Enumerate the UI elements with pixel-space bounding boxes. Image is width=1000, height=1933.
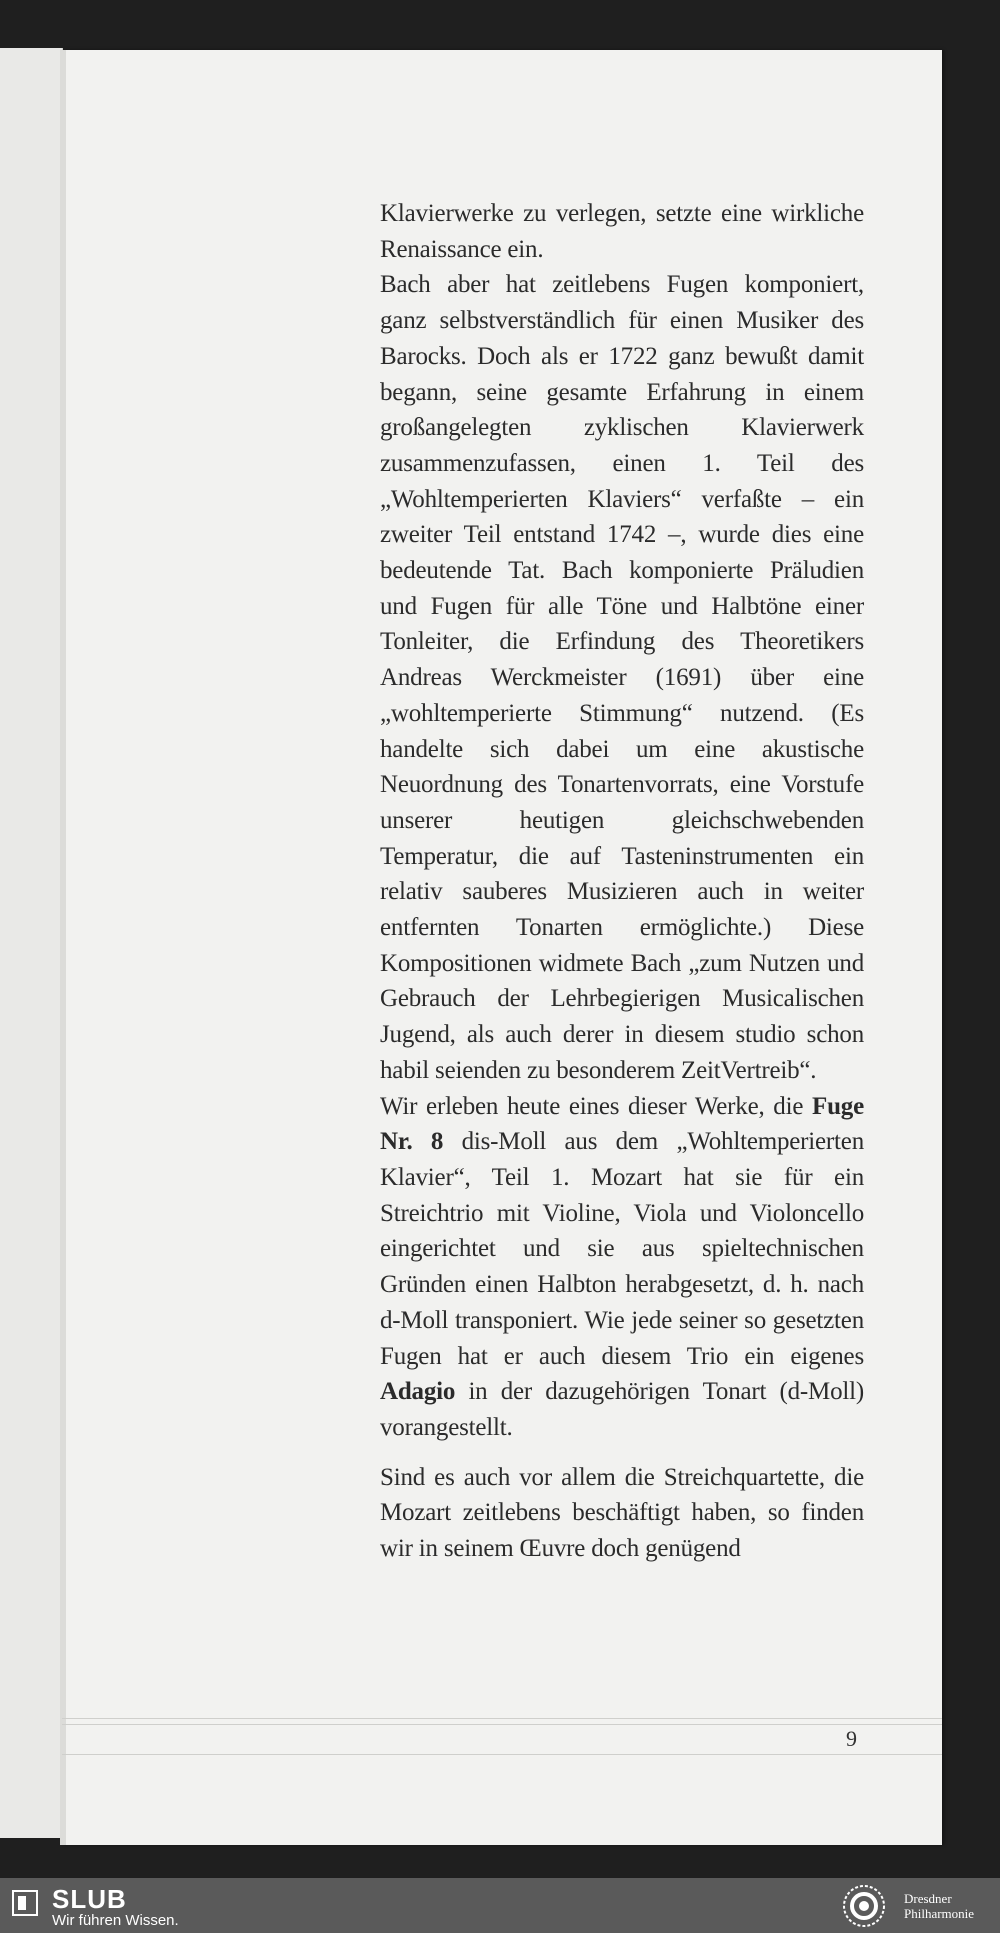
paragraph-1: Klavierwerke zu verlegen, setzte eine wirkliche Renaissance ein. bbox=[380, 200, 864, 263]
page-number: 9 bbox=[846, 1726, 857, 1751]
paragraph-4: Sind es auch vor allem die Streichquartette, die Mozart zeitlebens beschäftigt haben, so finden wir in seinem Œuvre doch genügend bbox=[380, 1463, 864, 1563]
slub-subtitle: Wir führen Wissen. bbox=[52, 1912, 179, 1929]
page-binding-strip bbox=[60, 50, 66, 1845]
paragraph-3-lead: Wir erleben heute eines dieser Werke, die bbox=[380, 1092, 813, 1120]
paragraph-3 bbox=[380, 1089, 864, 1446]
footer-rule-2 bbox=[62, 1724, 942, 1725]
dresdner-philharmonie-logo-icon bbox=[842, 1884, 886, 1928]
fugue-title: Fuge Nr. 8 bbox=[380, 1092, 864, 1156]
paragraph-3-tail: in der dazugehörigen Tonart (d-Moll) vorangestellt. bbox=[380, 1378, 864, 1441]
paragraph-3-mid: dis-Moll aus dem „Wohltemperierten Klavier“, Teil 1. Mozart hat sie für ein Streichtrio mit Violine, Viola und Violoncello eingerichtet und sie aus spieltechnischen Gründen einen Halbton herabgesetzt, d. h. nach d-Moll transponiert. Wie jede seiner so gesetzten Fugen hat er auch diesem Trio ein eigenes bbox=[380, 1128, 864, 1370]
footer-rule-1 bbox=[62, 1718, 942, 1719]
slub-logo-icon bbox=[12, 1890, 38, 1916]
footer-rule-3 bbox=[62, 1754, 942, 1755]
slub-title: SLUB bbox=[52, 1884, 127, 1914]
previous-page-edge bbox=[0, 48, 63, 1838]
paragraph-2: Bach aber hat zeitlebens Fugen komponiert, ganz selbstverständlich für einen Musiker des Barocks. Doch als er 1722 ganz bewußt damit begann, seine gesamte Erfahrung in einem großangelegten zyklischen Klavierwerk zusammenzufassen, einen 1. Teil des „Wohltemperierten Klaviers“ verfaßte – ein zweiter Teil entstand 1742 –, wurde dies eine bedeutende Tat. Bach komponierte Präludien und Fugen für alle Töne und Halbtöne einer Tonleiter, die Erfindung des Theoretikers Andreas Werckmeister (1691) über eine „wohltemperierte Stimmung“ nutzend. (Es handelte sich dabei um eine akustische Neuordnung des Tonartenvorrats, eine Vorstufe unserer heutigen gleichschwebenden Temperatur, die auf Tasteninstrumenten ein relativ sauberes Musizieren auch in weiter entfernten Tonarten ermöglichte.) Diese Kompositionen widmete Bach „zum Nutzen und Gebrauch der Lehrbegierigen Musicalischen Jugend, als auch derer in diesem studio schon habil seienden zu besonderem ZeitVertreib“. bbox=[380, 271, 864, 1084]
dp-line-2: Philharmonie bbox=[904, 1906, 975, 1921]
adagio-term: Adagio bbox=[380, 1378, 456, 1406]
dp-line-1: Dresdner bbox=[904, 1891, 952, 1906]
dresdner-philharmonie-text bbox=[904, 1891, 974, 1921]
body-text bbox=[380, 196, 864, 1567]
footer-bar bbox=[0, 1878, 1000, 1933]
